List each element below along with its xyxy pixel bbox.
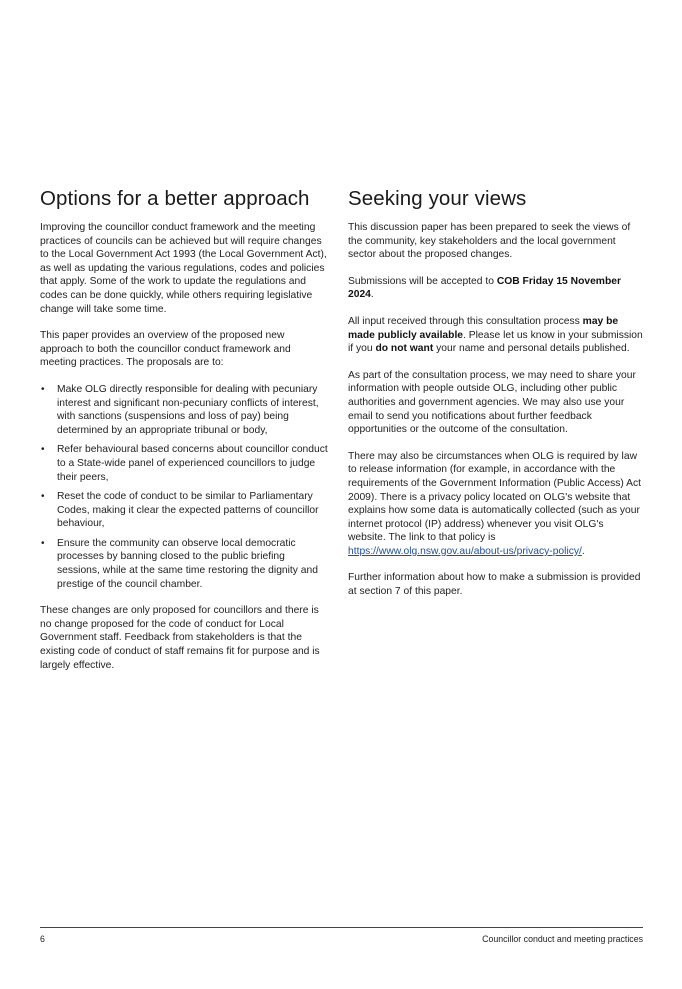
do-not-want-bold: do not want xyxy=(375,343,434,355)
proposals-intro-paragraph: This paper provides an overview of the proposed new approach to both the councillor conduct framework and meeting practices. The proposals are to: xyxy=(40,330,291,369)
staff-code-paragraph: These changes are only proposed for councillors and there is no change proposed for the code of conduct for Local Government staff. Feedback from stakeholders is that the existing code of conduct of staff remains fit for purpose and is largely effective. xyxy=(40,605,320,671)
options-section xyxy=(40,186,330,685)
availability-mid: . Please let us know in your submission if you xyxy=(348,329,643,355)
privacy-paragraph xyxy=(348,450,644,559)
discussion-paper-paragraph: This discussion paper has been prepared to seek the views of the community, key stakeholders and the local government sector about the proposed changes. xyxy=(348,222,631,261)
seeking-views-section xyxy=(348,186,644,612)
information-sharing-paragraph: As part of the consultation process, we may need to share your information with people outside OLG, including other public authorities and government agencies. We may also use your email to send you notifications about further feedback opportunities or the outcome of the consultation. xyxy=(348,369,636,436)
availability-text: All input received through this consultation process xyxy=(348,315,583,327)
deadline-end: . xyxy=(370,289,374,301)
proposals-list xyxy=(40,383,330,591)
seeking-views-heading: Seeking your views xyxy=(348,187,527,210)
privacy-text: There may also be circumstances when OLG is required by law to release information (for example, in accordance with the requirements of the Government Information (Public Access) Act 2009). There is a privacy policy located on OLG's website that explains how some data is automatically collected (such as your internet protocol (IP) address) whenever you visit OLG's website. The link to that policy is xyxy=(348,450,642,544)
options-heading: Options for a better approach xyxy=(40,187,310,210)
options-intro-paragraph: Improving the councillor conduct framework and the meeting practices of councils can be achieved but will require changes to the Local Government Act 1993 (the Local Government Act), as well as updating the various regulations, codes and policies that apply. Some of the work to update the regulations and codes can be done quickly, while others requiring legislative change will take some time. xyxy=(40,222,327,315)
privacy-end: . xyxy=(581,545,585,557)
privacy-policy-link[interactable]: https://www.olg.nsw.gov.au/about-us/privacy-policy/ xyxy=(348,545,582,557)
list-item: • Refer behavioural based concerns about councillor conduct to a State-wide panel of experienced councillors to judge their peers, xyxy=(40,443,330,484)
page-number: 6 xyxy=(40,934,45,944)
deadline-text: Submissions will be accepted to xyxy=(348,275,497,287)
availability-end: your name and personal details published. xyxy=(433,343,630,355)
availability-bold: may be made publicly available xyxy=(348,315,619,341)
footer-divider xyxy=(40,927,643,928)
deadline-date: COB Friday 15 November 2024 xyxy=(348,275,621,301)
further-information-paragraph: Further information about how to make a submission is provided at section 7 of this paper. xyxy=(348,572,641,598)
list-item: • Ensure the community can observe local democratic processes by banning closed to the public briefing sessions, while at the same time restoring the dignity and prestige of the council chamber. xyxy=(40,537,330,591)
list-item: • Make OLG directly responsible for dealing with pecuniary interest and significant non-pecuniary conflicts of interest, with sanctions (suspensions and loss of pay) being determined by an appropriate tribunal or body, xyxy=(40,383,330,437)
public-availability-paragraph xyxy=(348,315,644,356)
document-title: Councillor conduct and meeting practices xyxy=(482,934,643,944)
list-item: • Reset the code of conduct to be similar to Parliamentary Codes, making it clear the expected patterns of councillor behaviour, xyxy=(40,490,330,531)
submission-deadline-paragraph xyxy=(348,275,644,302)
